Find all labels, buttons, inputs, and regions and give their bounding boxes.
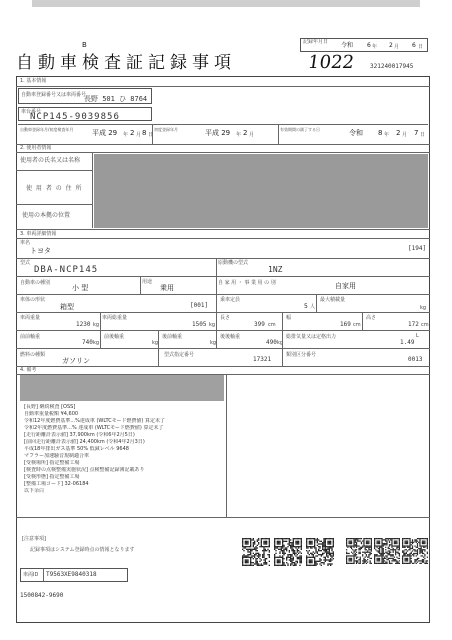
remarks-line: マフラー加速騒音規制適合車 (24, 453, 90, 459)
qr-code-2 (274, 538, 302, 566)
reg-label: 自動車登録番号又は車両番号 (21, 92, 87, 98)
redacted-user-info (94, 154, 428, 228)
make-value: トヨタ (30, 247, 51, 255)
max-load-label: 最大積載量 (320, 297, 346, 303)
remarks-line: [受検形態] 指定整備工場 (24, 474, 80, 480)
rf-axle-unit: kg (210, 340, 217, 346)
model-label: 型式 (20, 260, 31, 266)
user-address-label: 使 用 者 の 住 所 (26, 185, 83, 192)
width-value: 169 (340, 321, 351, 328)
make-label: 車名 (20, 240, 31, 246)
first-reg-unit-month: 月 (136, 132, 142, 138)
record-date-box (300, 38, 428, 52)
engine-label: 原動機の型式 (218, 260, 249, 266)
fr-axle-unit: kg (152, 340, 159, 346)
capacity-label: 乗車定員 (220, 297, 241, 303)
notice-text: 記録事項はシステム登録時点の情報となります (30, 547, 135, 553)
qr-codes-left (240, 536, 334, 570)
section2-heading: 2. 使用者情報 (20, 145, 52, 151)
remarks-line: [受検場所] 指定整備工場 (24, 460, 80, 466)
remarks-line: 令和2年度燃費基準...% 達成車 (WLTCモード燃費値) 算定未了 (24, 425, 164, 431)
chassis-value: NCP145-9039856 (30, 112, 120, 122)
engine-value: 1NZ (268, 265, 283, 274)
business-label: 自 家 用 ・ 事 業 用 の 別 (218, 280, 276, 286)
vehicle-id-value: T9563XE9840318 (46, 571, 97, 578)
length-unit: cm (268, 322, 276, 328)
fuel-label: 燃料の種類 (20, 352, 46, 358)
unit-day: 日 (418, 44, 424, 50)
weight-label: 車両重量 (20, 315, 41, 321)
first-year-unit-month: 月 (249, 132, 255, 138)
scan-edge-bar (32, 0, 420, 7)
height-label: 高さ (366, 315, 377, 321)
ff-axle-label: 前前軸重 (20, 334, 41, 340)
notice-heading: [注意事項] (22, 536, 46, 542)
use-value: 乗用 (160, 284, 174, 292)
expiry-unit-year: 年 (384, 132, 390, 138)
form-mark: B (82, 41, 87, 49)
remarks-line: 令和12年度燃費基準...%達成車 (WLTCモード燃費値) 算定未了 (24, 418, 166, 424)
gross-value: 1505 (192, 321, 207, 328)
height-value: 172 (408, 321, 419, 328)
model-value: DBA-NCP145 (34, 265, 99, 275)
width-label: 幅 (286, 315, 292, 321)
chassis-label: 車台番号 (21, 109, 42, 115)
first-reg-day: 8 (142, 129, 147, 137)
first-reg-month: 2 (130, 129, 135, 137)
weight-value: 1230 (76, 321, 91, 328)
remarks-line: 自動車重量税額 ¥4,600 (24, 411, 79, 417)
document-number: 321240017945 (370, 63, 414, 70)
redacted-remarks (20, 375, 224, 401)
gross-label: 車両総重量 (102, 315, 128, 321)
remarks-line: [長野] 継続検査 [OSS] (24, 404, 76, 410)
height-unit: cm (421, 322, 429, 328)
record-date-month: 2 (389, 42, 393, 49)
remarks-line: 以下余白 (24, 488, 45, 494)
user-name-label: 使用者の氏名又は名称 (20, 157, 81, 164)
section4-heading: 4. 備考 (20, 367, 37, 373)
rr-axle-value: 490 (266, 339, 277, 346)
use-label: 用途 (142, 279, 153, 285)
expiry-month: 2 (396, 129, 401, 137)
first-year-value: 平成 29 (205, 129, 231, 137)
ff-axle-value: 740 (82, 339, 93, 346)
max-load-unit: kg (420, 305, 427, 311)
expiry-year: 8 (378, 129, 383, 137)
first-reg-unit-day: 日 (148, 132, 154, 138)
bottom-number: 1500842-9690 (20, 592, 64, 599)
expiry-day: 7 (414, 129, 419, 137)
first-reg-unit-year: 年 (123, 132, 129, 138)
qr-code-6 (402, 538, 428, 564)
handwritten-number: 1022 (306, 52, 356, 73)
qr-code-5 (374, 538, 400, 564)
first-year-month: 2 (243, 129, 248, 137)
remarks-line: [検査時の点検整備実施状況] 点検整備記録簿記載あり (24, 467, 145, 473)
first-year-unit-year: 年 (236, 132, 242, 138)
remarks-list (24, 404, 224, 495)
record-date-day: 6 (412, 42, 416, 49)
fuel-value: ガソリン (62, 357, 90, 365)
section3-heading: 3. 車両詳細情報 (20, 231, 57, 237)
length-label: 長さ (220, 315, 231, 321)
remarks-line: [整備工場コード] 32-06184 (24, 481, 89, 487)
rf-axle-label: 後前軸重 (162, 334, 183, 340)
remarks-line: 平成18年排出ガス基準 50% 低減レベル 9648 (24, 446, 129, 452)
first-reg-value: 平成 29 (92, 129, 118, 137)
expiry-unit-month: 月 (402, 132, 408, 138)
rr-axle-unit: kg (277, 340, 284, 346)
expiry-era: 令和 (349, 129, 363, 137)
gross-unit: kg (209, 322, 216, 328)
fr-axle-label: 前後軸重 (104, 334, 125, 340)
body-label: 車体の形状 (20, 297, 46, 303)
vehicle-id-label: 車両ID (23, 572, 39, 578)
displacement-value: 1.49 (400, 339, 415, 346)
ff-axle-unit: kg (93, 340, 100, 346)
qr-code-1 (242, 538, 270, 566)
model-designation-value: 17321 (253, 356, 272, 363)
displacement-label: 総排気量又は定格出力 (286, 334, 337, 340)
first-year-label: 初度登録年月 (154, 127, 178, 132)
remarks-line: [前回走行距離計表示値] 24,400km (令和4年2月3日) (24, 439, 145, 445)
first-reg-label: 自動車登録年月/初度検査年月 (20, 127, 74, 132)
width-unit: cm (353, 322, 361, 328)
model-designation-label: 型式指定番号 (164, 352, 195, 358)
capacity-unit: 人 (310, 304, 316, 310)
remarks-line: [走行距離計表示値] 37,900km (令和6年2月5日) (24, 432, 135, 438)
section1-heading: 1. 基本情報 (20, 78, 47, 84)
record-date-era: 令和 (341, 42, 354, 49)
category-value: 0013 (408, 356, 423, 363)
record-date-year: 6 (367, 42, 371, 49)
displacement-unit: L (416, 333, 419, 339)
base-location-label: 使用の本拠の位置 (22, 212, 71, 219)
kind-label: 自動車の種別 (20, 280, 51, 286)
kind-value: 小 型 (72, 284, 89, 292)
rr-axle-label: 後後軸重 (220, 334, 241, 340)
qr-code-3 (306, 538, 334, 566)
record-date-label: 記録年月日 (303, 39, 329, 45)
unit-month: 月 (394, 44, 400, 50)
document-title: 自動車検査証記録事項 (16, 53, 236, 73)
vehicle-id-box (20, 568, 128, 582)
category-label: 類別区分番号 (286, 352, 317, 358)
qr-codes-right (344, 536, 428, 570)
reg-value: 長野 501 ひ 8764 (84, 95, 148, 103)
body-value: 箱型 (60, 303, 74, 311)
expiry-label: 有効期間の満了する日 (280, 127, 320, 132)
body-code: [001] (190, 302, 209, 309)
qr-code-4 (346, 538, 372, 564)
business-value: 自家用 (335, 282, 356, 290)
unit-year: 年 (372, 44, 378, 50)
weight-unit: kg (93, 322, 100, 328)
expiry-unit-day: 日 (420, 132, 426, 138)
make-code: [194] (408, 245, 427, 252)
length-value: 399 (254, 321, 265, 328)
capacity-value: 5 (304, 303, 308, 310)
